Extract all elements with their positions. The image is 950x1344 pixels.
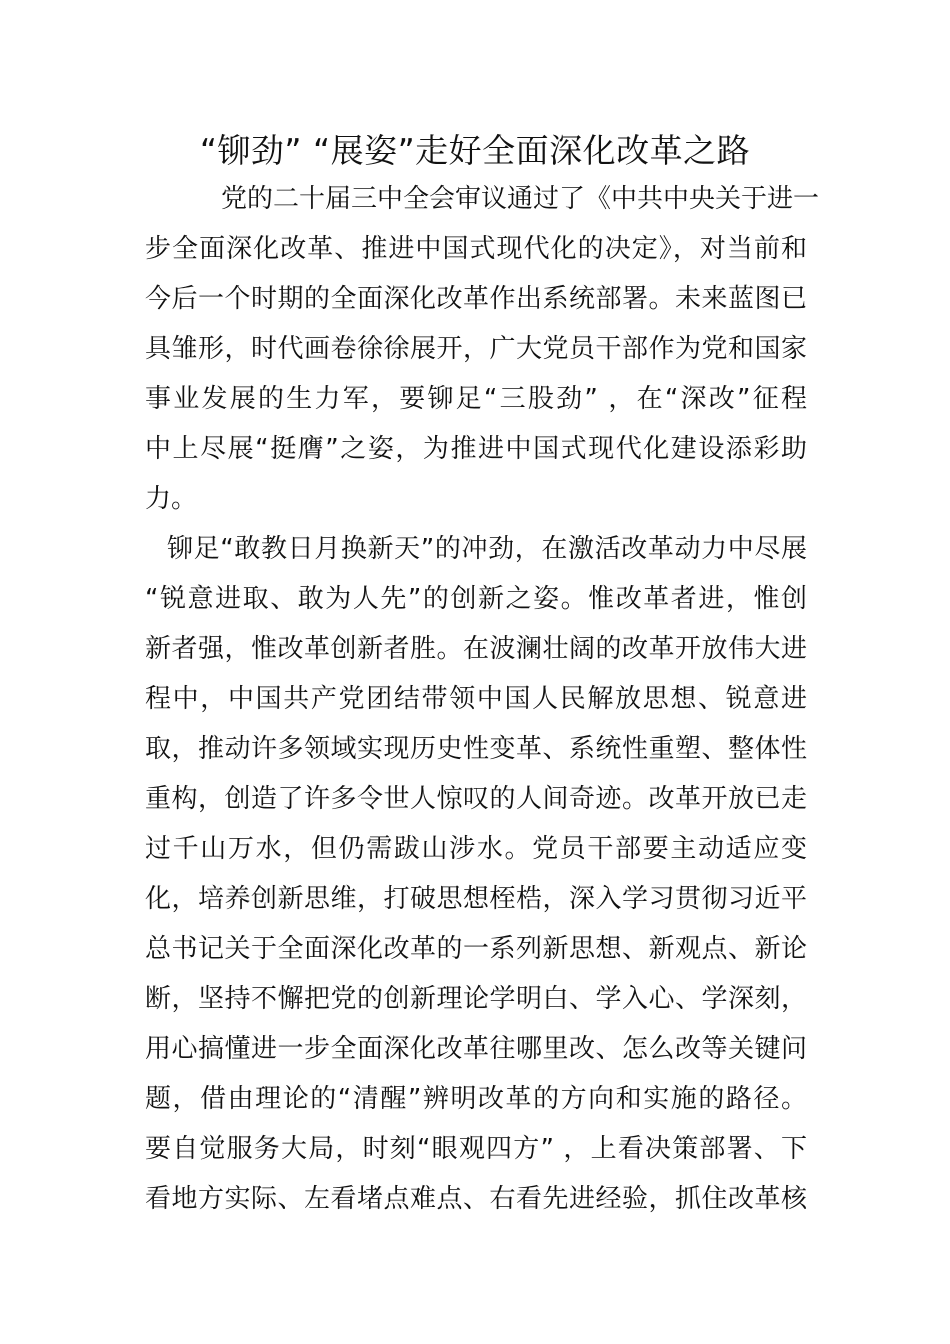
- text-line: 题，借由理论的“清醒”辨明改革的方向和实施的路径。: [145, 1084, 807, 1114]
- text-line: 看地方实际、左看堵点难点、右看先进经验，抓住改革核: [145, 1184, 807, 1214]
- text-line: “锐意进取、敢为人先”的创新之姿。惟改革者进，惟创: [145, 584, 807, 614]
- text-line: 步全面深化改革、推进中国式现代化的决定》，对当前和: [145, 234, 807, 264]
- text-line: 过千山万水，但仍需跋山涉水。党员干部要主动适应变: [145, 834, 807, 864]
- text-line: 力。: [145, 484, 198, 514]
- document-title: “铆劲” “展姿”走好全面深化改革之路: [199, 131, 751, 170]
- text-line: 党的二十届三中全会审议通过了《中共中央关于进一: [221, 184, 820, 214]
- text-line: 新者强，惟改革创新者胜。在波澜壮阔的改革开放伟大进: [145, 634, 807, 664]
- text-line: 重构，创造了许多令世人惊叹的人间奇迹。改革开放已走: [145, 784, 807, 814]
- paragraph-2: [145, 524, 807, 1224]
- text-line: 用心搞懂进一步全面深化改革往哪里改、怎么改等关键问: [145, 1034, 807, 1064]
- paragraph-1: [145, 174, 820, 524]
- text-line: 中上尽展“挺膺”之姿，为推进中国式现代化建设添彩助: [145, 434, 807, 464]
- text-line: 具雏形，时代画卷徐徐展开，广大党员干部作为党和国家: [145, 334, 807, 364]
- text-line: 要自觉服务大局，时刻“眼观四方” ，上看决策部署、下: [145, 1134, 807, 1164]
- text-line: 铆足“敢教日月换新天”的冲劲，在激活改革动力中尽展: [167, 534, 807, 564]
- text-line: 取，推动许多领域实现历史性变革、系统性重塑、整体性: [145, 734, 807, 764]
- text-line: 总书记关于全面深化改革的一系列新思想、新观点、新论: [145, 934, 807, 964]
- text-line: 今后一个时期的全面深化改革作出系统部署。未来蓝图已: [145, 284, 807, 314]
- text-line: 程中，中国共产党团结带领中国人民解放思想、锐意进: [145, 684, 807, 714]
- text-line: 断，坚持不懈把党的创新理论学明白、学入心、学深刻，: [145, 984, 807, 1014]
- text-line: 化，培养创新思维，打破思想桎梏，深入学习贯彻习近平: [145, 884, 807, 914]
- document-body: [145, 174, 820, 1224]
- text-line: 事业发展的生力军，要铆足“三股劲” ，在“深改”征程: [145, 384, 807, 414]
